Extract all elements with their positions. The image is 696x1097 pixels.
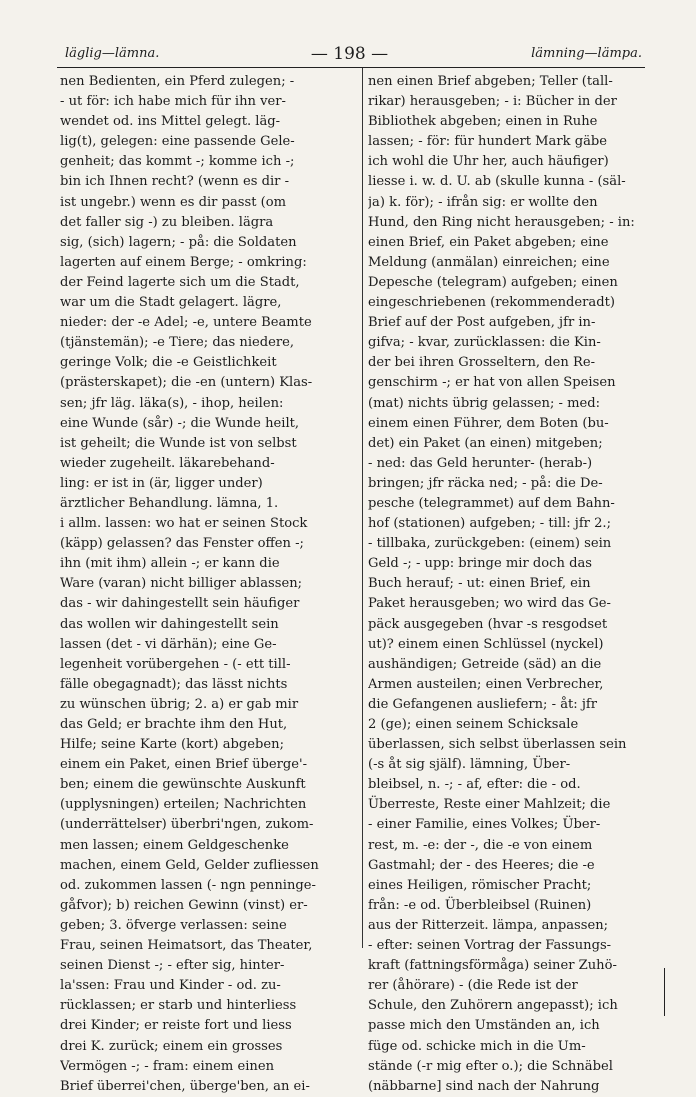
left-column-line: wendet od. ins Mittel gelegt. läg-: [60, 114, 281, 130]
left-column-line: zu wünschen übrig; 2. a) er gab mir: [60, 696, 299, 712]
left-column-line: genheit; das kommt -; komme ich -;: [60, 154, 295, 170]
right-column-line: rer (åhörare) - (die Rede ist der: [368, 978, 578, 994]
right-column-line: aus der Ritterzeit. lämpa, anpassen;: [368, 917, 609, 933]
left-column-line: la'ssen: Frau und Kinder - od. zu-: [60, 978, 281, 994]
left-column-line: das wollen wir dahingestellt sein: [60, 616, 279, 632]
page-number: — 198 —: [310, 44, 389, 64]
left-column-line: Frau, seinen Heimatsort, das Theater,: [60, 938, 313, 954]
left-column-line: geben; 3. öfverge verlassen: seine: [60, 917, 287, 933]
left-column-line: machen, einem Geld, Gelder zufliessen: [60, 857, 319, 873]
left-column-line: (käpp) gelassen? das Fenster offen -;: [60, 536, 304, 552]
header-right-guideword: lämning—lämpa.: [531, 46, 642, 61]
right-column-line: bringen; jfr räcka ned; - på: die De-: [368, 475, 603, 491]
right-column-line: kraft (fattningsförmåga) seiner Zuhö-: [368, 958, 617, 974]
left-column-line: ist geheilt; die Wunde ist von selbst: [60, 435, 297, 451]
left-column-line: Brief überrei'chen, überge'ben, an ei-: [60, 1078, 310, 1094]
left-column-line: seinen Dienst -; - efter sig, hinter-: [60, 958, 285, 974]
left-column-line: war um die Stadt gelagert. lägre,: [60, 295, 282, 311]
right-column-line: aushändigen; Getreide (säd) an die: [368, 656, 602, 672]
right-column-line: überlassen, sich selbst überlassen sein: [368, 737, 627, 753]
left-column-line: geringe Volk; die -e Geistlichkeit: [60, 355, 277, 371]
left-column-line: ling: er ist in (är, ligger under): [60, 475, 263, 491]
left-column-line: sig, (sich) lagern; - på: die Soldaten: [60, 234, 297, 250]
left-column-line: nen Bedienten, ein Pferd zulegen; -: [60, 74, 295, 89]
right-column-line: stände (-r mig efter o.); die Schnäbel: [368, 1058, 613, 1074]
left-column-line: das - wir dahingestellt sein häufiger: [60, 596, 300, 612]
right-column-line: Depesche (telegram) aufgeben; einen: [368, 274, 618, 290]
left-column-line: (tjänstemän); -e Tiere; das niedere,: [60, 335, 295, 351]
right-column-line: der bei ihren Grosseltern, den Re-: [368, 355, 596, 371]
left-column-line: Vermögen -; - fram: einem einen: [60, 1058, 275, 1074]
right-column-line: passe mich den Umständen an, ich: [368, 1018, 600, 1034]
right-column-line: Buch herauf; - ut: einen Brief, ein: [368, 576, 591, 592]
left-column: [60, 72, 358, 1097]
left-column-line: Hilfe; seine Karte (kort) abgeben;: [60, 737, 284, 753]
left-column-line: drei Kinder; er reiste fort und liess: [60, 1018, 292, 1034]
left-column-line: i allm. lassen: wo hat er seinen Stock: [60, 516, 308, 532]
left-column-line: ihn (mit ihm) allein -; er kann die: [60, 556, 280, 572]
column-divider: [362, 68, 363, 948]
left-column-line: (underrättelser) überbri'ngen, zukom-: [60, 817, 314, 833]
right-column-line: die Gefangenen ausliefern; - åt: jfr: [368, 696, 598, 712]
right-column-line: einen Brief, ein Paket abgeben; eine: [368, 234, 609, 250]
right-column-line: - ned: das Geld herunter- (herab-): [368, 455, 593, 471]
right-column-line: gifva; - kvar, zurücklassen: die Kin-: [368, 335, 601, 351]
page-header: [57, 44, 642, 66]
left-column-line: (prästerskapet); die -en (untern) Klas-: [60, 375, 313, 391]
left-column-line: lig(t), gelegen: eine passende Gele-: [60, 134, 295, 150]
left-column-line: fälle obegagnadt); das lässt nichts: [60, 676, 288, 692]
right-column: [368, 72, 666, 1097]
right-column-line: ja) k. för); - ifrån sig: er wollte den: [368, 194, 598, 210]
right-column-line: från: -e od. Überbleibsel (Ruinen): [368, 897, 592, 913]
right-column-line: ut)? einem einen Schlüssel (nyckel): [368, 636, 604, 652]
left-column-line: od. zukommen lassen (- ngn penninge-: [60, 877, 316, 893]
right-column-line: (-s åt sig själf). lämning, Über-: [368, 757, 571, 773]
right-column-line: 2 (ge); einen seinem Schicksale: [368, 717, 579, 732]
left-column-line: legenheit vorübergehen - (- ett till-: [60, 656, 291, 672]
right-column-line: pesche (telegrammet) auf dem Bahn-: [368, 495, 615, 511]
right-column-line: Meldung (anmälan) einreichen; eine: [368, 254, 610, 270]
right-column-line: - efter: seinen Vortrag der Fassungs-: [368, 938, 612, 954]
right-column-line: Geld -; - upp: bringe mir doch das: [368, 556, 592, 572]
right-column-line: - tillbaka, zurückgeben: (einem) sein: [368, 536, 612, 552]
right-column-line: füge od. schicke mich in die Um-: [368, 1038, 586, 1054]
right-column-line: Schule, den Zuhörern angepasst); ich: [368, 998, 618, 1014]
left-column-line: - ut för: ich habe mich für ihn ver-: [60, 94, 286, 110]
right-column-line: rikar) herausgeben; - i: Bücher in der: [368, 94, 617, 110]
right-column-line: liesse i. w. d. U. ab (skulle kunna - (säl-: [368, 174, 626, 190]
right-column-line: Überreste, Reste einer Mahlzeit; die: [368, 797, 611, 813]
left-column-line: det faller sig -) zu bleiben. lägra: [60, 214, 274, 230]
left-column-line: ärztlicher Behandlung. lämna, 1.: [60, 495, 279, 511]
right-column-line: eines Heiligen, römischer Pracht;: [368, 877, 592, 893]
right-column-line: det) ein Paket (an einen) mitgeben;: [368, 435, 603, 451]
right-column-line: Armen austeilen; einen Verbrecher,: [368, 676, 604, 692]
right-column-line: lassen; - för: für hundert Mark gäbe: [368, 134, 608, 150]
right-column-line: (näbbarne] sind nach der Nahrung: [368, 1078, 600, 1094]
right-column-line: bleibsel, n. -; - af, efter: die - od.: [368, 777, 581, 793]
left-column-line: rücklassen; er starb und hinterliess: [60, 998, 297, 1014]
left-column-line: eine Wunde (sår) -; die Wunde heilt,: [60, 415, 300, 431]
right-column-line: eingeschriebenen (rekommenderadt): [368, 295, 615, 311]
right-column-line: Bibliothek abgeben; einen in Ruhe: [368, 114, 598, 130]
right-column-line: rest, m. -e: der -, die -e von einem: [368, 837, 593, 853]
left-column-line: das Geld; er brachte ihm den Hut,: [60, 717, 288, 732]
right-column-line: Gastmahl; der - des Heeres; die -e: [368, 857, 595, 873]
left-column-line: nieder: der -e Adel; -e, untere Beamte: [60, 315, 312, 331]
left-column-line: drei K. zurück; einem ein grosses: [60, 1038, 283, 1054]
left-column-line: (upplysningen) erteilen; Nachrichten: [60, 797, 307, 813]
left-column-line: ist ungebr.) wenn es dir passt (om: [60, 194, 287, 210]
right-column-line: - einer Familie, eines Volkes; Über-: [368, 817, 601, 833]
left-column-line: bin ich Ihnen recht? (wenn es dir -: [60, 174, 290, 190]
right-column-line: genschirm -; er hat von allen Speisen: [368, 375, 616, 391]
left-column-line: sen; jfr läg. läka(s), - ihop, heilen:: [60, 395, 284, 411]
left-column-line: wieder zugeheilt. läkarebehand-: [60, 455, 275, 471]
header-left-guideword: läglig—lämna.: [65, 46, 160, 61]
left-column-line: men lassen; einem Geldgeschenke: [60, 837, 289, 853]
right-column-line: päck ausgegeben (hvar -s resgodset: [368, 616, 608, 632]
left-column-line: der Feind lagerte sich um die Stadt,: [60, 274, 300, 290]
right-column-line: (mat) nichts übrig gelassen; - med:: [368, 395, 601, 411]
right-column-line: einem einen Führer, dem Boten (bu-: [368, 415, 609, 431]
right-column-line: Hund, den Ring nicht herausgeben; - in:: [368, 214, 635, 230]
left-column-line: ben; einem die gewünschte Auskunft: [60, 777, 306, 793]
left-column-line: einem ein Paket, einen Brief überge'-: [60, 757, 308, 773]
right-column-line: nen einen Brief abgeben; Teller (tall-: [368, 74, 613, 89]
right-column-line: Brief auf der Post aufgeben, jfr in-: [368, 315, 596, 331]
left-column-line: lagerten auf einem Berge; - omkring:: [60, 254, 307, 270]
left-column-line: lassen (det - vi därhän); eine Ge-: [60, 636, 277, 652]
right-column-line: Paket herausgeben; wo wird das Ge-: [368, 596, 611, 612]
left-column-line: Ware (varan) nicht billiger ablassen;: [60, 576, 303, 592]
right-column-line: ich wohl die Uhr her, auch häufiger): [368, 154, 609, 170]
right-column-line: hof (stationen) aufgeben; - till: jfr 2.;: [368, 516, 612, 532]
left-column-line: gåfvor); b) reichen Gewinn (vinst) er-: [60, 897, 308, 913]
header-rule: [57, 67, 645, 68]
